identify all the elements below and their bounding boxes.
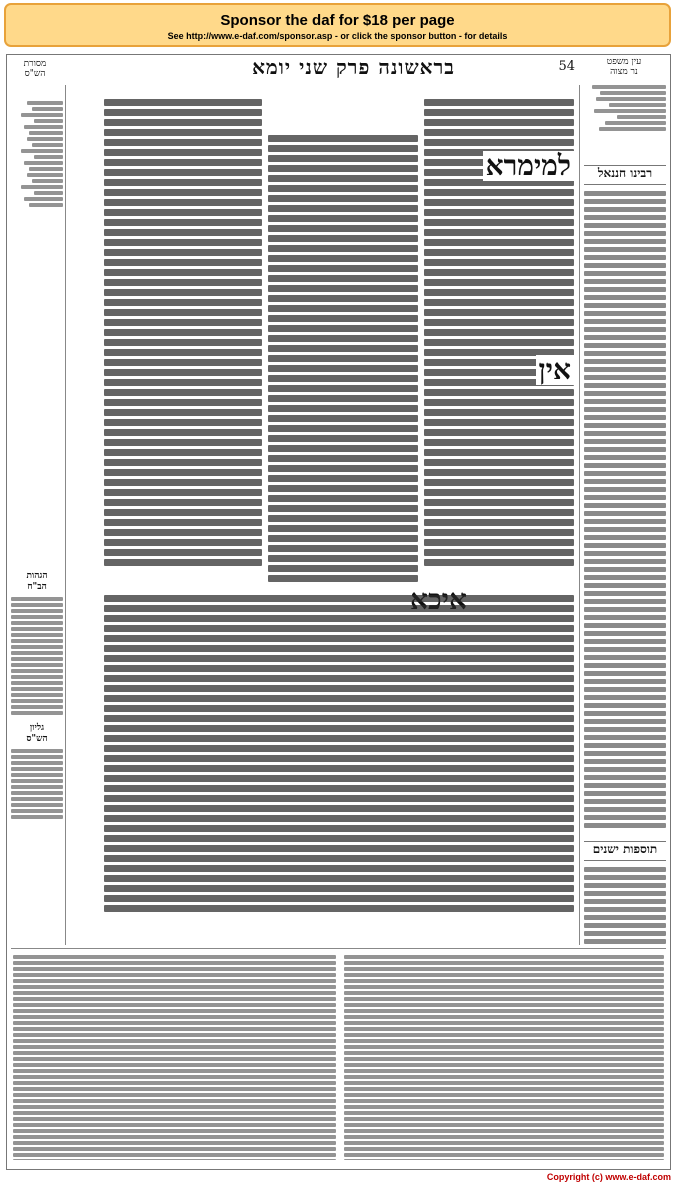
gilyon-heading: גליון הש"ס — [26, 723, 48, 744]
page-number: 54 — [558, 59, 575, 74]
left-margin-column — [11, 85, 63, 945]
right-column-divider — [579, 85, 580, 945]
footnotes-left — [13, 955, 336, 1160]
right-margin-column — [584, 85, 666, 945]
gilyon-text — [11, 749, 63, 849]
page-header — [7, 55, 670, 83]
opening-word-main: למימרא — [483, 151, 574, 181]
rabbeinu-chananel-heading: רבינו חננאל — [584, 165, 666, 185]
hagahot-heading: הגהות הב"ח — [26, 571, 48, 592]
sponsor-details[interactable]: See http://www.e-daf.com/sponsor.asp - or click the sponsor button - for details — [167, 31, 508, 41]
chapter-title: בראשונה פרק שני יומא — [252, 55, 455, 79]
footnotes-divider — [11, 948, 666, 949]
masoret-text — [11, 101, 63, 571]
ein-mishpat-heading: עין משפט נר מצוה — [606, 57, 642, 77]
rabbeinu-chananel-text — [584, 191, 666, 831]
tosafot-commentary — [104, 99, 262, 569]
opening-word-mishna: אין — [536, 355, 574, 385]
tosafot-yeshanim-heading: תוספות ישנים — [584, 841, 666, 861]
gemara-text — [268, 135, 418, 585]
footnotes-right — [344, 955, 664, 1160]
sponsor-title[interactable]: Sponsor the daf for $18 per page — [220, 12, 455, 29]
tosafot-yeshanim-text — [584, 867, 666, 945]
left-column-divider — [65, 85, 66, 945]
sponsor-banner[interactable] — [4, 3, 671, 47]
masoret-heading: מסורת הש"ס — [23, 59, 47, 79]
gemara-lower-block — [104, 595, 574, 915]
hagahot-text — [11, 597, 63, 717]
copyright-link[interactable]: Copyright (c) www.e-daf.com — [546, 1172, 671, 1182]
talmud-page — [6, 54, 671, 1170]
ein-mishpat-text — [584, 85, 666, 145]
